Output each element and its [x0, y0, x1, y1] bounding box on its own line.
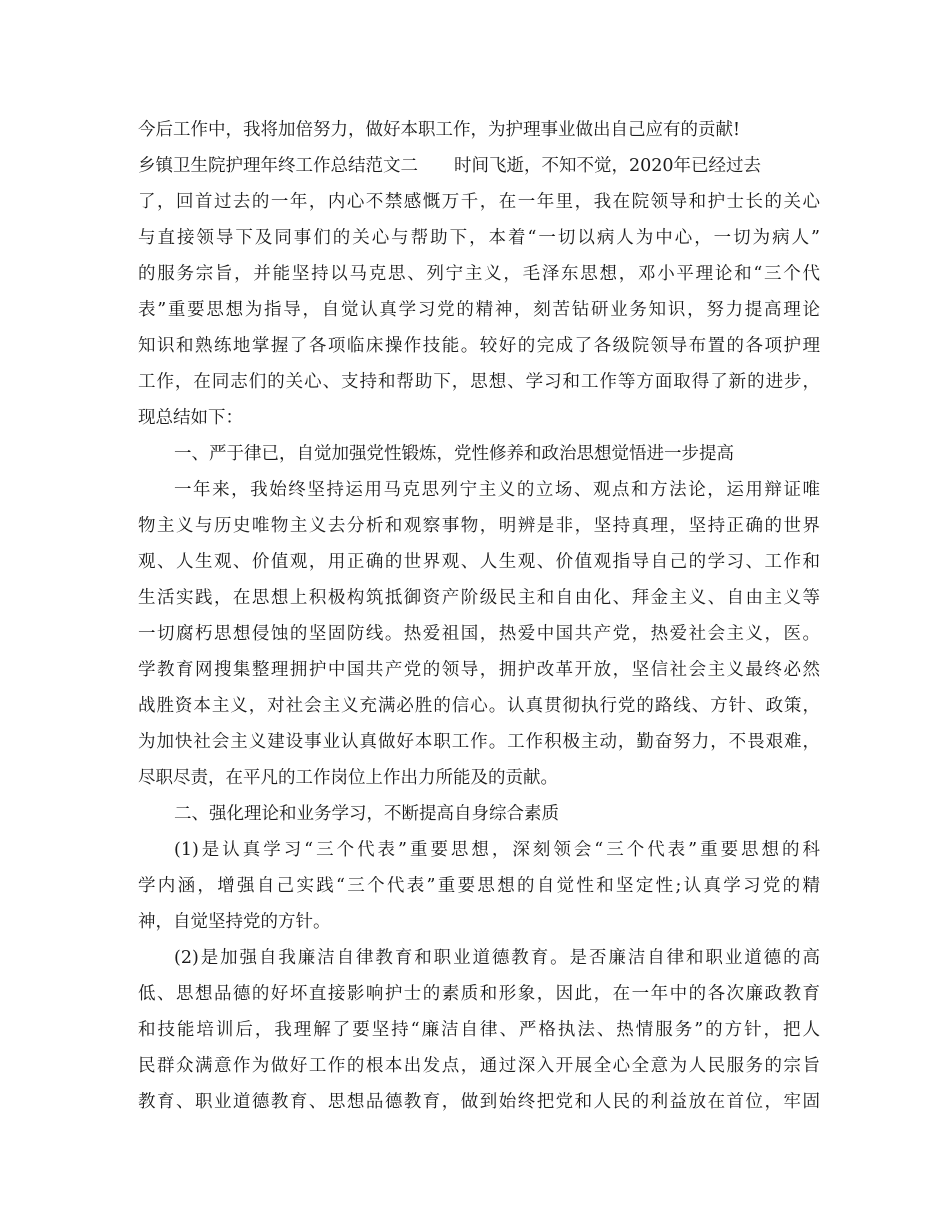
- text-line: 了，回首过去的一年，内心不禁感慨万千，在一年里，我在院领导和护士长的关心: [138, 192, 820, 212]
- text-line: 知识和熟练地掌握了各项临床操作技能。较好的完成了各级院领导布置的各项护理: [138, 336, 820, 356]
- section-heading: 一、严于律已，自觉加强党性锻炼，党性修养和政治思想觉悟进一步提高: [174, 444, 734, 464]
- text-line: 尽职尽责，在平凡的工作岗位上作出力所能及的贡献。: [138, 768, 558, 788]
- text-line: (2)是加强自我廉洁自律教育和职业道德教育。是否廉洁自律和职业道德的高: [174, 948, 820, 968]
- text-line: 和技能培训后，我理解了要坚持“廉洁自律、严格执法、热情服务”的方针，把人: [138, 1020, 820, 1040]
- text-line: 学教育网搜集整理拥护中国共产党的领导，拥护改革开放，坚信社会主义最终必然: [138, 660, 820, 680]
- text-line: 与直接领导下及同事们的关心与帮助下，本着“一切以病人为中心，一切为病人”: [138, 228, 820, 248]
- text-line: 为加快社会主义建设事业认真做好本职工作。工作积极主动，勤奋努力，不畏艰难，: [138, 732, 820, 752]
- text-line: 战胜资本主义，对社会主义充满必胜的信心。认真贯彻执行党的路线、方针、政策，: [138, 696, 820, 716]
- text-line: 一切腐朽思想侵蚀的坚固防线。热爱祖国，热爱中国共产党，热爱社会主义，医。: [138, 624, 820, 644]
- section-title: 乡镇卫生院护理年终工作总结范文二: [138, 156, 418, 176]
- text-line: 神，自觉坚持党的方针。: [138, 912, 331, 932]
- text-line: 工作，在同志们的关心、支持和帮助下，思想、学习和工作等方面取得了新的进步，: [138, 372, 820, 392]
- text-line: 今后工作中，我将加倍努力，做好本职工作，为护理事业做出自己应有的贡献!: [138, 120, 741, 140]
- text-line: 民群众满意作为做好工作的根本出发点，通过深入开展全心全意为人民服务的宗旨: [138, 1056, 820, 1076]
- text-line: 低、思想品德的好坏直接影响护士的素质和形象，因此，在一年中的各次廉政教育: [138, 984, 820, 1004]
- text-line: 生活实践，在思想上积极构筑抵御资产阶级民主和自由化、拜金主义、自由主义等: [138, 588, 820, 608]
- section-heading: 二、强化理论和业务学习，不断提高自身综合素质: [174, 804, 559, 824]
- text-line: 学内涵，增强自己实践“三个代表”重要思想的自觉性和坚定性;认真学习党的精: [138, 876, 820, 896]
- text-line: 现总结如下：: [138, 408, 243, 428]
- text-line: 物主义与历史唯物主义去分析和观察事物，明辨是非，坚持真理，坚持正确的世界: [138, 516, 820, 536]
- text-line: 观、人生观、价值观，用正确的世界观、人生观、价值观指导自己的学习、工作和: [138, 552, 820, 572]
- text-line: 一年来，我始终坚持运用马克思列宁主义的立场、观点和方法论，运用辩证唯: [174, 480, 820, 500]
- text-line: 表”重要思想为指导，自觉认真学习党的精神，刻苦钻研业务知识，努力提高理论: [138, 300, 820, 320]
- text-line: 的服务宗旨，并能坚持以马克思、列宁主义，毛泽东思想，邓小平理论和“三个代: [138, 264, 820, 284]
- text-line: 教育、职业道德教育、思想品德教育，做到始终把党和人民的利益放在首位，牢固: [138, 1092, 820, 1112]
- text-line: (1)是认真学习“三个代表”重要思想，深刻领会“三个代表”重要思想的科: [174, 840, 820, 860]
- text-line: [138, 148, 820, 184]
- document-body: [138, 112, 820, 1120]
- text-segment: 时间飞逝，不知不觉，2020年已经过去: [454, 156, 762, 176]
